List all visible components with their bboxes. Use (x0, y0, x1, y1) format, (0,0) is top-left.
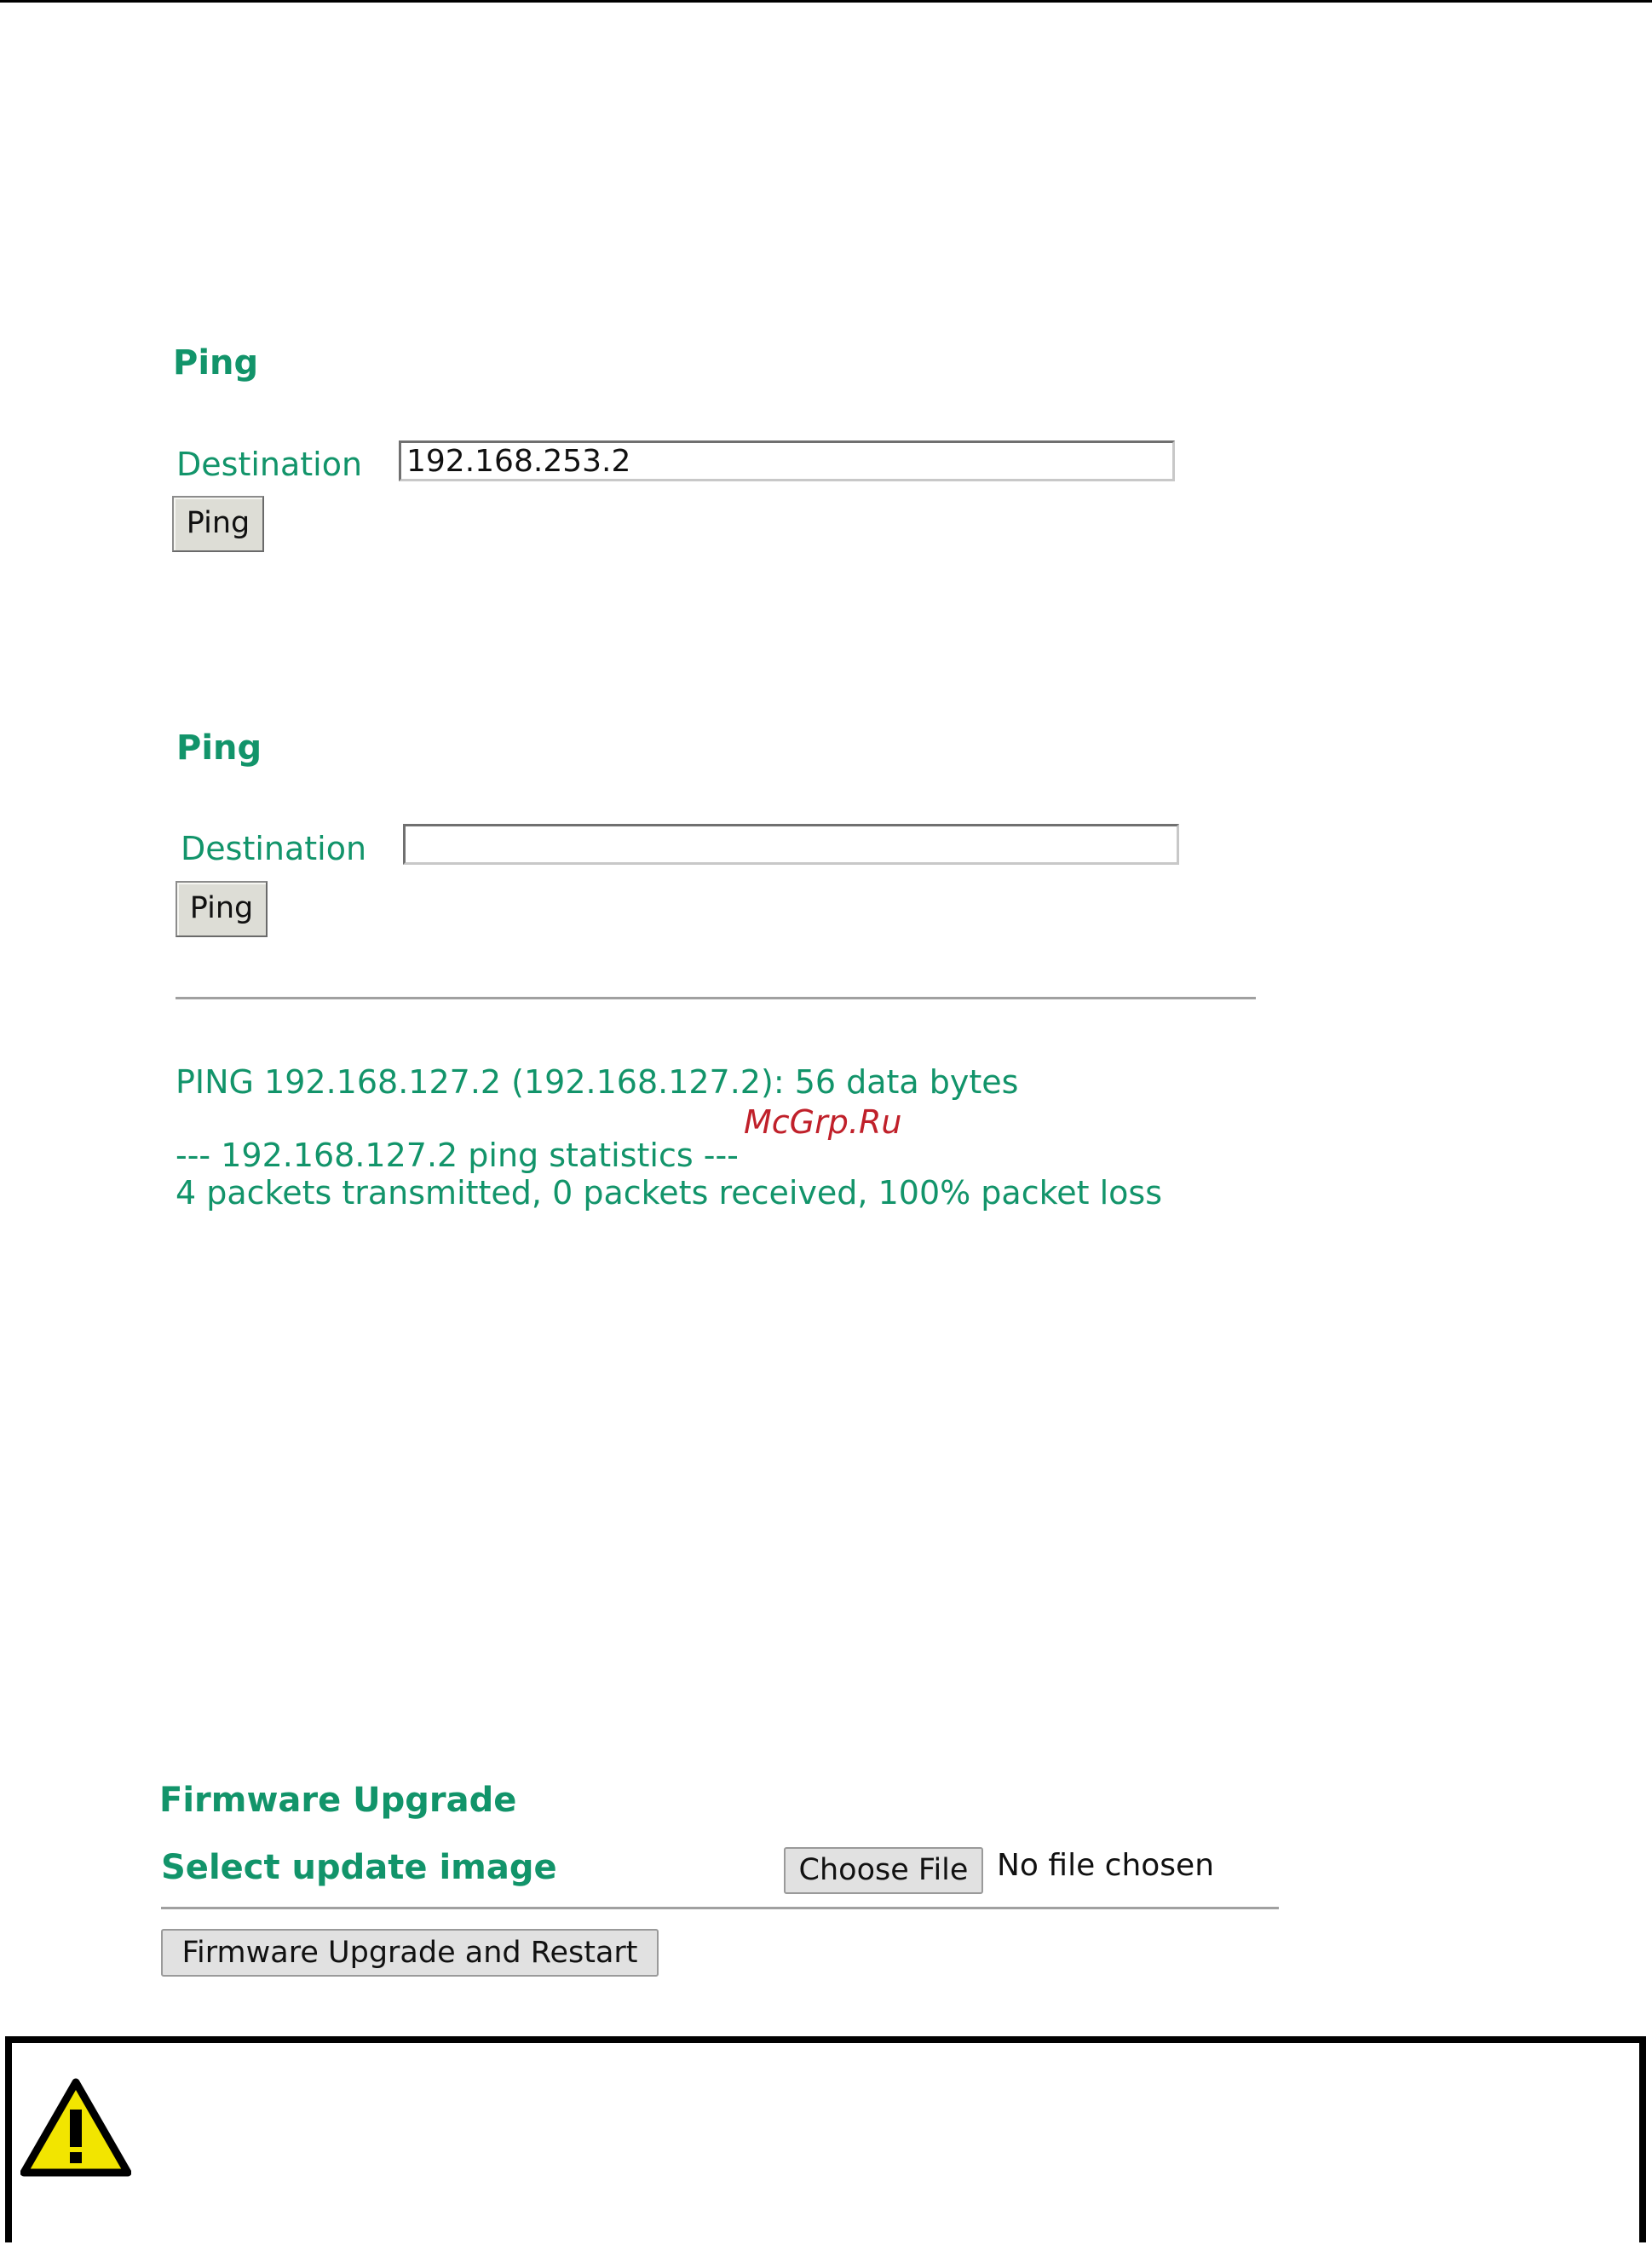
choose-file-button[interactable]: Choose File (784, 1847, 983, 1894)
top-rule (0, 0, 1652, 3)
destination-label-1: Destination (176, 446, 363, 483)
warning-box (5, 2036, 1646, 2242)
ping-output-line-3: 4 packets transmitted, 0 packets received, 100% packet loss (176, 1174, 1163, 1212)
warning-triangle-icon (20, 2077, 131, 2181)
firmware-divider (161, 1907, 1279, 1909)
divider (176, 997, 1256, 999)
destination-label-2: Destination (181, 830, 367, 867)
watermark: McGrp.Ru (744, 1103, 902, 1141)
destination-input-2[interactable] (403, 824, 1179, 865)
ping-button-1[interactable]: Ping (172, 496, 264, 552)
ping-title-1: Ping (173, 343, 259, 383)
select-image-label: Select update image (161, 1848, 557, 1887)
destination-input-1[interactable] (399, 440, 1175, 481)
firmware-title: Firmware Upgrade (159, 1781, 517, 1820)
ping-title-2: Ping (176, 728, 262, 768)
ping-output-line-2: --- 192.168.127.2 ping statistics --- (176, 1137, 739, 1174)
ping-output-line-1: PING 192.168.127.2 (192.168.127.2): 56 data bytes (176, 1063, 1019, 1101)
ping-button-2[interactable]: Ping (176, 881, 268, 937)
firmware-upgrade-restart-button[interactable]: Firmware Upgrade and Restart (161, 1929, 659, 1977)
file-status: No file chosen (997, 1848, 1215, 1883)
